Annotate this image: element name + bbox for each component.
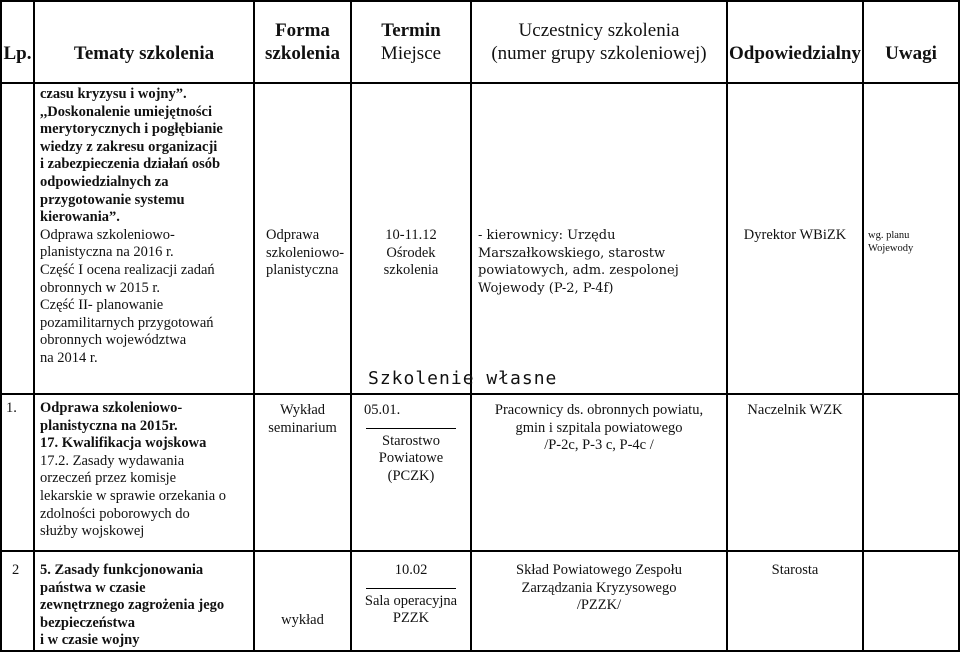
row0-uczestnicy: [478, 227, 726, 297]
row0-uwagi-line: wg. planu: [868, 230, 910, 241]
row2-tematy: [40, 562, 252, 650]
table-border-left: [0, 0, 2, 652]
header-uczestnicy: Uczestnicy szkolenia: [518, 20, 680, 41]
row2-termin: 10.02: [394, 562, 428, 578]
header-forma: Forma szkolenia: [265, 20, 340, 64]
col-divider-2: [253, 0, 255, 652]
row2-tematy-line: zewnętrznego zagrożenia jego: [40, 597, 225, 614]
row0-termin-line: szkolenia: [383, 262, 439, 279]
row0-tematy-line: i zabezpieczenia działań osób: [40, 156, 221, 173]
row1-uczestnicy-line: Pracownicy ds. obronnych powiatu,: [494, 402, 704, 418]
row0-tematy-line: Odprawa szkoleniowo-: [40, 226, 175, 243]
row1-tematy-line: Odprawa szkoleniowo-: [40, 400, 183, 416]
col-divider-5: [726, 0, 728, 652]
section-title-szkolenie-wlasne: Szkolenie własne: [368, 368, 558, 389]
row1-tematy-line: służby wojskowej: [40, 523, 145, 540]
table-border-top: [0, 0, 960, 2]
row2-tematy-line: 5. Zasady funkcjonowania: [40, 562, 204, 578]
row2-lp: 2: [12, 562, 20, 578]
row0-uczestnicy-line: powiatowych, adm. zespolonej: [478, 263, 679, 279]
row0-uwagi-line: Wojewody: [868, 243, 914, 254]
col-divider-4: [470, 0, 472, 652]
row1-termin: 05.01.: [364, 402, 401, 418]
row1-forma-line: Wykład: [279, 402, 326, 418]
row1-miejsce-line: (PCZK): [387, 467, 435, 484]
row1-lp: 1.: [6, 400, 17, 416]
row1-tematy-line: 17. Kwalifikacja wojskowa: [40, 435, 207, 452]
row0-tematy-line: wiedzy z zakresu organizacji: [40, 138, 218, 155]
row0-uwagi: [868, 229, 958, 255]
row2-uczestnicy-line: Zarządzania Kryzysowego: [521, 579, 677, 596]
row1-uczestnicy: [472, 402, 726, 455]
row0-tematy-line: obronnych województwa: [40, 332, 187, 349]
row0-tematy-line: kierowania”.: [40, 209, 120, 226]
row0-forma-line: szkoleniowo-: [266, 244, 345, 261]
row0-forma: [266, 227, 350, 280]
row0-bottom-rule: [0, 393, 960, 395]
row0-uczestnicy-line: Marszałkowskiego, starostw: [478, 245, 666, 261]
row0-tematy-line: obronnych w 2015 r.: [40, 279, 161, 296]
row0-tematy-line: Część II- planowanie: [40, 297, 164, 314]
header-lp: Lp.: [3, 43, 32, 64]
row0-uczestnicy-line: Wojewody (P-2, P-4f): [478, 280, 614, 296]
row1-odpowiedzialny: Naczelnik WZK: [747, 402, 843, 418]
row0-tematy-line: merytorycznych i pogłębianie: [40, 121, 223, 138]
row0-termin-line: Ośrodek: [386, 244, 436, 261]
row2-odpowiedzialny: Starosta: [771, 562, 819, 578]
row0-tematy-line: Część I ocena realizacji zadań: [40, 261, 215, 278]
row0-odpowiedzialny: Dyrektor WBiZK: [743, 227, 847, 243]
row2-forma: wykład: [281, 612, 324, 628]
row2-termin-miejsce: [352, 562, 470, 628]
row1-tematy-line: orzeczeń przez komisje: [40, 470, 177, 487]
row0-tematy-line: ,,Doskonalenie umiejętności: [40, 103, 212, 120]
row2-miejsce-line: PZZK: [392, 610, 430, 627]
header-miejsce: Miejsce: [380, 43, 442, 64]
row1-tematy-line: planistyczna na 2015r.: [40, 417, 178, 434]
row2-termin-rule: [366, 588, 456, 589]
header-uwagi: Uwagi: [885, 43, 937, 64]
header-odpowiedzialny: Odpowiedzialny: [729, 43, 861, 64]
row2-tematy-line: państwa w czasie: [40, 579, 146, 596]
row2-uczestnicy-line: Skład Powiatowego Zespołu: [516, 562, 682, 578]
header-uczestnicy-sub: (numer grupy szkoleniowej): [491, 43, 707, 64]
row0-tematy-line: pozamilitarnych przygotowań: [40, 314, 214, 331]
row0-tematy: [40, 86, 252, 368]
row2-uczestnicy: [472, 562, 726, 615]
col-divider-1: [33, 0, 35, 652]
row1-miejsce-line: Powiatowe: [378, 450, 444, 467]
header-bottom-rule: [0, 82, 960, 84]
row1-termin-miejsce: [352, 402, 470, 485]
row1-uczestnicy-line: gmin i szpitala powiatowego: [515, 419, 683, 436]
row1-forma: [255, 402, 350, 437]
row0-forma-line: Odprawa: [266, 227, 320, 243]
row1-tematy-line: 17.2. Zasady wydawania: [40, 452, 185, 469]
row1-tematy-line: zdolności poborowych do: [40, 505, 190, 522]
row0-termin-line: 10-11.12: [385, 227, 437, 243]
header-tematy: Tematy szkolenia: [73, 43, 215, 64]
row1-bottom-rule: [0, 550, 960, 552]
row0-uczestnicy-line: - kierownicy: Urzędu: [478, 228, 616, 243]
row2-uczestnicy-line: /PZZK/: [576, 597, 622, 614]
row1-termin-rule: [366, 428, 456, 429]
row2-tematy-line: bezpieczeństwa: [40, 614, 136, 631]
row2-tematy-line: i w czasie wojny: [40, 632, 140, 649]
row0-tematy-line: czasu kryzysu i wojny”.: [40, 86, 187, 102]
row0-tematy-line: odpowiedzialnych za: [40, 173, 169, 190]
row2-miejsce-line: Sala operacyjna: [364, 592, 458, 609]
row0-termin: [352, 227, 470, 280]
row0-tematy-line: przygotowanie systemu: [40, 191, 185, 208]
row1-tematy-line: lekarskie w sprawie orzekania o: [40, 487, 227, 504]
row1-forma-line: seminarium: [268, 419, 337, 436]
row1-uczestnicy-line: /P-2c, P-3 c, P-4c /: [544, 437, 654, 454]
row1-tematy: [40, 400, 252, 541]
row1-miejsce-line: Starostwo: [382, 432, 440, 449]
col-divider-3: [350, 0, 352, 652]
row0-forma-line: planistyczna: [266, 262, 339, 279]
row0-tematy-line: planistyczna na 2016 r.: [40, 244, 174, 261]
header-termin: Termin: [381, 20, 441, 41]
row0-tematy-line: na 2014 r.: [40, 349, 98, 366]
col-divider-6: [862, 0, 864, 652]
